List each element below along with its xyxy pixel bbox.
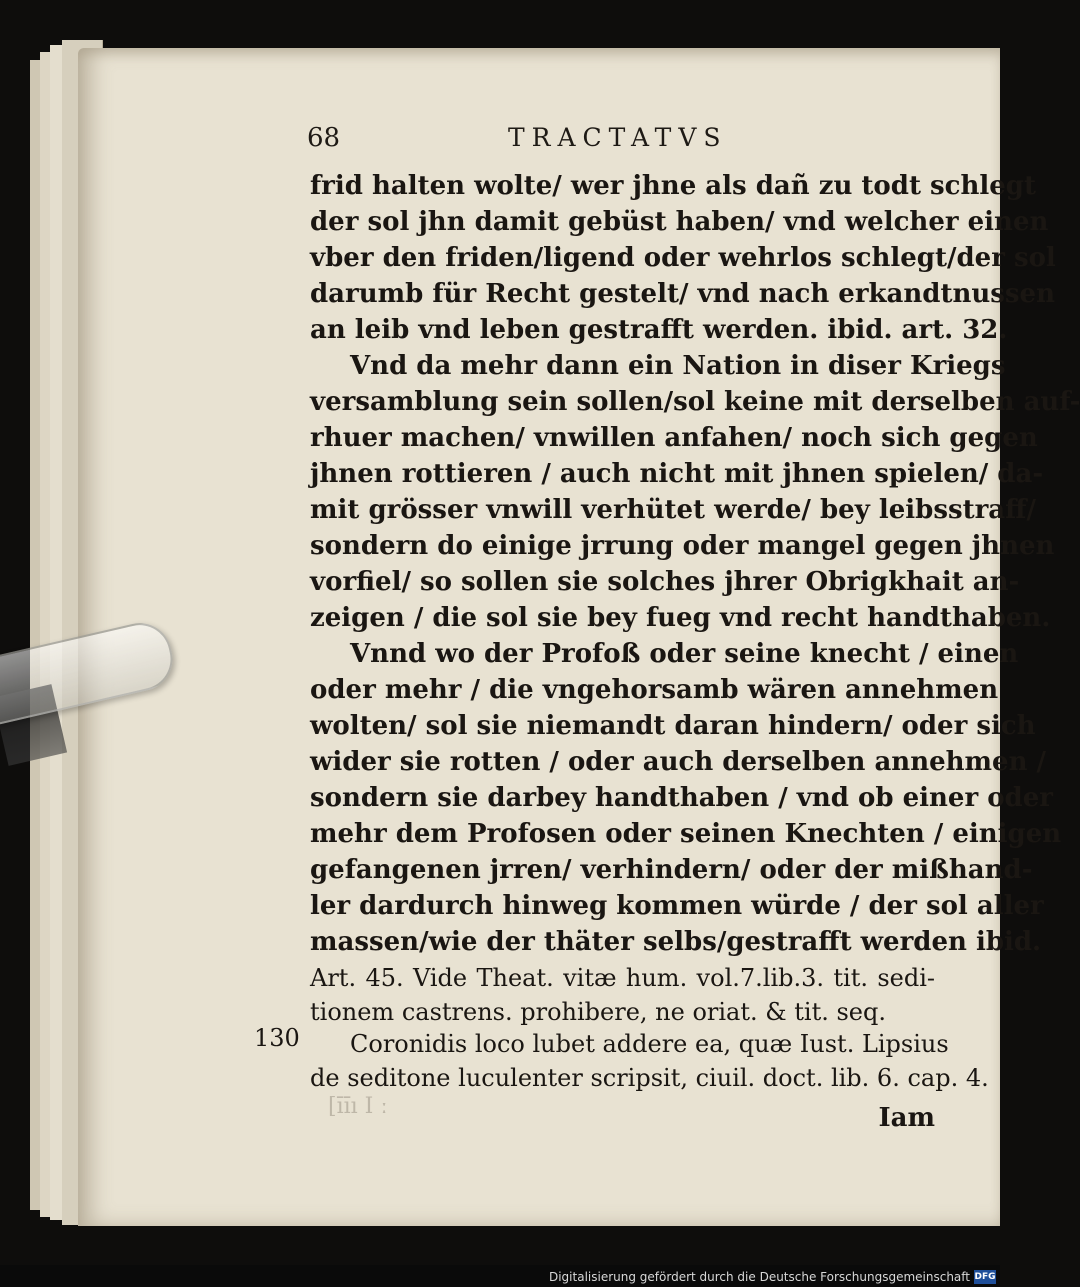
text-line: massen/wie der thäter selbs/gestrafft werden ibid.: [310, 927, 1042, 957]
text-line: sondern do einige jrrung oder mangel gegen jhnen: [310, 531, 1055, 561]
text-line: mit grösser vnwill verhütet werde/ bey leibsstraff/: [310, 495, 1036, 525]
text-line: de seditone luculenter scripsit, ciuil. doct. lib. 6. cap. 4.: [310, 1064, 989, 1092]
page-number: 68: [307, 123, 341, 153]
text-line: ler dardurch hinweg kommen würde / der sol aller: [310, 891, 1044, 921]
text-line: gefangenen jrren/ verhindern/ oder der mißhand-: [310, 855, 1033, 885]
text-line: der sol jhn damit gebüst haben/ vnd welcher einen: [310, 207, 1049, 237]
text-line: versamblung sein sollen/sol keine mit derselben auf-: [310, 387, 1080, 417]
footer-bar: [0, 1265, 1000, 1287]
text-line: jhnen rottieren / auch nicht mit jhnen spielen/ da-: [310, 459, 1044, 489]
text-line: frid halten wolte/ wer jhne als dañ zu todt schlegt: [310, 171, 1036, 201]
text-line: wider sie rotten / oder auch derselben annehmen /: [310, 747, 1047, 777]
text-line: wolten/ sol sie niemandt daran hindern/ oder sich: [310, 711, 1036, 741]
text-line: tionem castrens. prohibere, ne oriat. & tit. seq.: [310, 998, 886, 1026]
text-line: rhuer machen/ vnwillen anfahen/ noch sich gegen: [310, 423, 1038, 453]
show-through-text: [ı̄ı̄ı I ː: [328, 1094, 388, 1119]
footer-credit: Digitalisierung gefördert durch die Deutsche Forschungsgemeinschaft: [548, 1270, 970, 1284]
text-line: vorfiel/ so sollen sie solches jhrer Obrigkhait an-: [310, 567, 1020, 597]
text-line: Vnd da mehr dann ein Nation in diser Kriegs: [350, 351, 1006, 381]
margin-number: 130: [254, 1024, 300, 1052]
text-line: Art. 45. Vide Theat. vitæ hum. vol.7.lib.3. tit. sedi-: [310, 964, 935, 992]
text-line: sondern sie darbey handthaben / vnd ob einer oder: [310, 783, 1053, 813]
dfg-logo-icon: DFG: [974, 1272, 996, 1282]
text-line: Vnnd wo der Profoß oder seine knecht / einen: [350, 639, 1019, 669]
running-title: TRACTATVS: [508, 123, 728, 152]
text-line: mehr dem Profosen oder seinen Knechten / einigen: [310, 819, 1062, 849]
text-line: Coronidis loco lubet addere ea, quæ Iust. Lipsius: [350, 1030, 949, 1058]
text-line: an leib vnd leben gestrafft werden. ibid. art. 32.: [310, 315, 1008, 345]
catchword: Iam: [878, 1103, 935, 1133]
page-header: [0, 123, 1000, 163]
text-line: vber den friden/ligend oder wehrlos schlegt/der sol: [310, 243, 1056, 273]
text-line: darumb für Recht gestelt/ vnd nach erkandtnussen: [310, 279, 1055, 309]
text-line: oder mehr / die vngehorsamb wären annehmen: [310, 675, 999, 705]
text-line: zeigen / die sol sie bey fueg vnd recht handthaben.: [310, 603, 1051, 633]
